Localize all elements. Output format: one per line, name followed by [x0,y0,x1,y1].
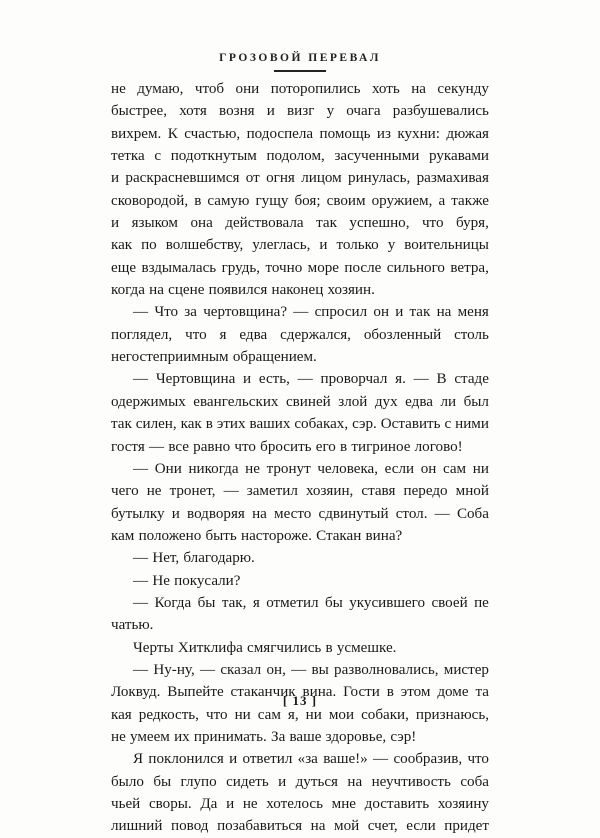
text-line: и раскрасневшимся от огня лицом ринулась, размахивая [111,170,489,187]
book-title: ГРОЗОВОЙ ПЕРЕВАЛ [219,52,381,64]
text-line: — Нет, благодарю. [133,550,255,567]
text-line: одержимых евангельских свиней злой дух едва ли был [111,393,489,410]
text-line: лишний повод позабавиться на мой счет, если придет [111,818,489,835]
text-line: вихрем. К счастью, подоспела помощь из кухни: дюжая [111,125,489,142]
text-line: было бы глупо сидеть и дуться на неучтивость соба [111,773,489,790]
page-body [111,78,489,838]
text-line: кая редкость, что ни сам я, ни мои собаки, признаюсь, [111,706,489,723]
text-line: сковородой, в самую гущу боя; своим оружием, а также [111,192,489,209]
text-line: кам положено быть настороже. Стакан вина? [111,527,403,544]
text-line: — Чертовщина и есть, — проворчал я. — В стаде [133,371,489,388]
text-line: гостя — все равно что бросить его в тигриное логово! [111,438,463,455]
text-line: чатью. [111,617,154,634]
text-line: чего не тронет, — заметил хозяин, ставя передо мной [111,483,489,500]
text-line: чьей своры. Да и не хотелось мне доставить хозяину [111,796,489,812]
page-number: [ 13 ] [282,693,318,708]
text-line: Черты Хитклифа смягчились в усмешке. [133,639,397,656]
text-line: — Не покусали? [133,572,241,589]
header-rule [274,70,326,72]
text-line: так силен, как в этих ваших собаках, сэр. Оставить с ними [111,416,489,433]
text-line: как по волшебству, улеглась, и только у воительницы [111,237,489,254]
text-line: — Ну-ну, — сказал он, — вы разволновались, мистер [133,661,489,678]
text-line: Я поклонился и ответил «за ваше!» — сообразив, что [133,751,489,768]
text-line: — Они никогда не тронут человека, если он сам ни [133,460,489,477]
text-line: и языком она действовала так успешно, что буря, [111,215,489,232]
text-line: бутылку и водворяя на место сдвинутый стол. — Соба [111,505,489,522]
text-line: быстрее, хотя возня и визг у очага разбушевались [111,103,489,120]
text-line: еще вздымалась грудь, точно море после сильного ветра, [111,259,489,276]
text-line: не думаю, чтоб они поторопились хоть на секунду [111,81,489,97]
text-line: Локвуд. Выпейте стаканчик вина. Гости в этом доме та [111,684,489,701]
text-line: не умеем их принимать. За ваше здоровье, сэр! [111,728,417,745]
text-line: поглядел, что я едва сдержался, обозленный столь [111,326,489,343]
text-line: тетка с подоткнутым подолом, засученными рукавами [111,148,489,165]
text-line: — Когда бы так, я отметил бы укусившего своей пе [133,594,489,611]
text-line: — Что за чертовщина? — спросил он и так на меня [133,304,489,321]
text-line: негостеприимным обращением. [111,349,317,366]
text-line: когда на сцене появился наконец хозяин. [111,282,375,299]
running-header [0,52,600,72]
